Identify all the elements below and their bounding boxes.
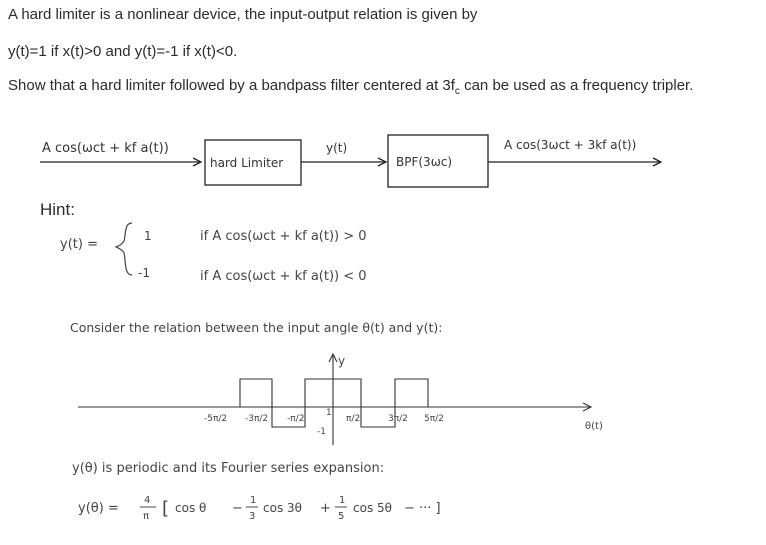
fourier-lhs: y(θ) = [78,501,119,516]
output-label: A cos(3ωct + 3kf a(t)) [504,138,637,152]
tick-neg-5pi-2: -5π/2 [204,414,228,424]
y-axis-label: y [338,354,346,368]
problem-line-3-sub: c [454,86,460,97]
fourier-coeff-den: π [143,511,150,522]
case2-condition: if A cos(ωct + kf a(t)) < 0 [200,269,367,284]
problem-line-3-main: Show that a hard limiter followed by a bandpass filter centered at 3f [8,77,455,94]
case2-value: -1 [138,266,150,280]
tick-neg-3pi-2: -3π/2 [245,414,269,424]
fourier-frac1-den: 3 [249,511,256,522]
fourier-plus: + [320,501,331,516]
fourier-term-3: cos 5θ [353,501,392,515]
piecewise-lhs: y(t) = [60,237,98,252]
fourier-term-1: cos θ [175,501,207,515]
problem-line-2: y(t)=1 if x(t)>0 and y(t)=-1 if x(t)<0. [8,43,238,60]
hint-title: Hint: [40,200,75,219]
fourier-term-2: cos 3θ [263,501,302,515]
tick-3pi-2: 3π/2 [388,414,408,424]
fourier-minus: − [232,501,243,516]
fourier-coeff-num: 4 [144,495,151,506]
fourier-frac2-num: 1 [339,495,346,506]
piecewise-brace [116,223,132,275]
case1-condition: if A cos(ωct + kf a(t)) > 0 [200,229,367,244]
level-neg-label: -1 [317,427,326,437]
bpf-label: BPF(3ωc) [396,155,453,169]
fourier-intro: y(θ) is periodic and its Fourier series expansion: [72,461,385,476]
tick-neg-pi-2: -π/2 [287,414,305,424]
problem-line-3-tail: can be used as a frequency tripler. [459,77,694,94]
problem-line-3 [8,77,693,97]
input-label: A cos(ωct + kf a(t)) [42,141,169,156]
problem-line-1: A hard limiter is a nonlinear device, the input-output relation is given by [8,6,478,23]
tick-5pi-2: 5π/2 [424,414,444,424]
level-pos-label: 1 [326,408,332,418]
tick-pi-2: π/2 [346,414,361,424]
fourier-frac1-num: 1 [250,495,257,506]
consider-text: Consider the relation between the input angle θ(t) and y(t): [70,320,443,335]
case1-value: 1 [144,229,152,243]
hint-sketch [0,215,766,545]
mid-label: y(t) [326,141,348,155]
fourier-frac2-den: 5 [338,511,345,522]
fourier-tail: − ··· ] [404,501,441,516]
theta-axis-label: θ(t) [585,421,603,432]
hard-limiter-label: hard Limiter [210,156,284,170]
fourier-open-bracket: [ [162,498,170,519]
